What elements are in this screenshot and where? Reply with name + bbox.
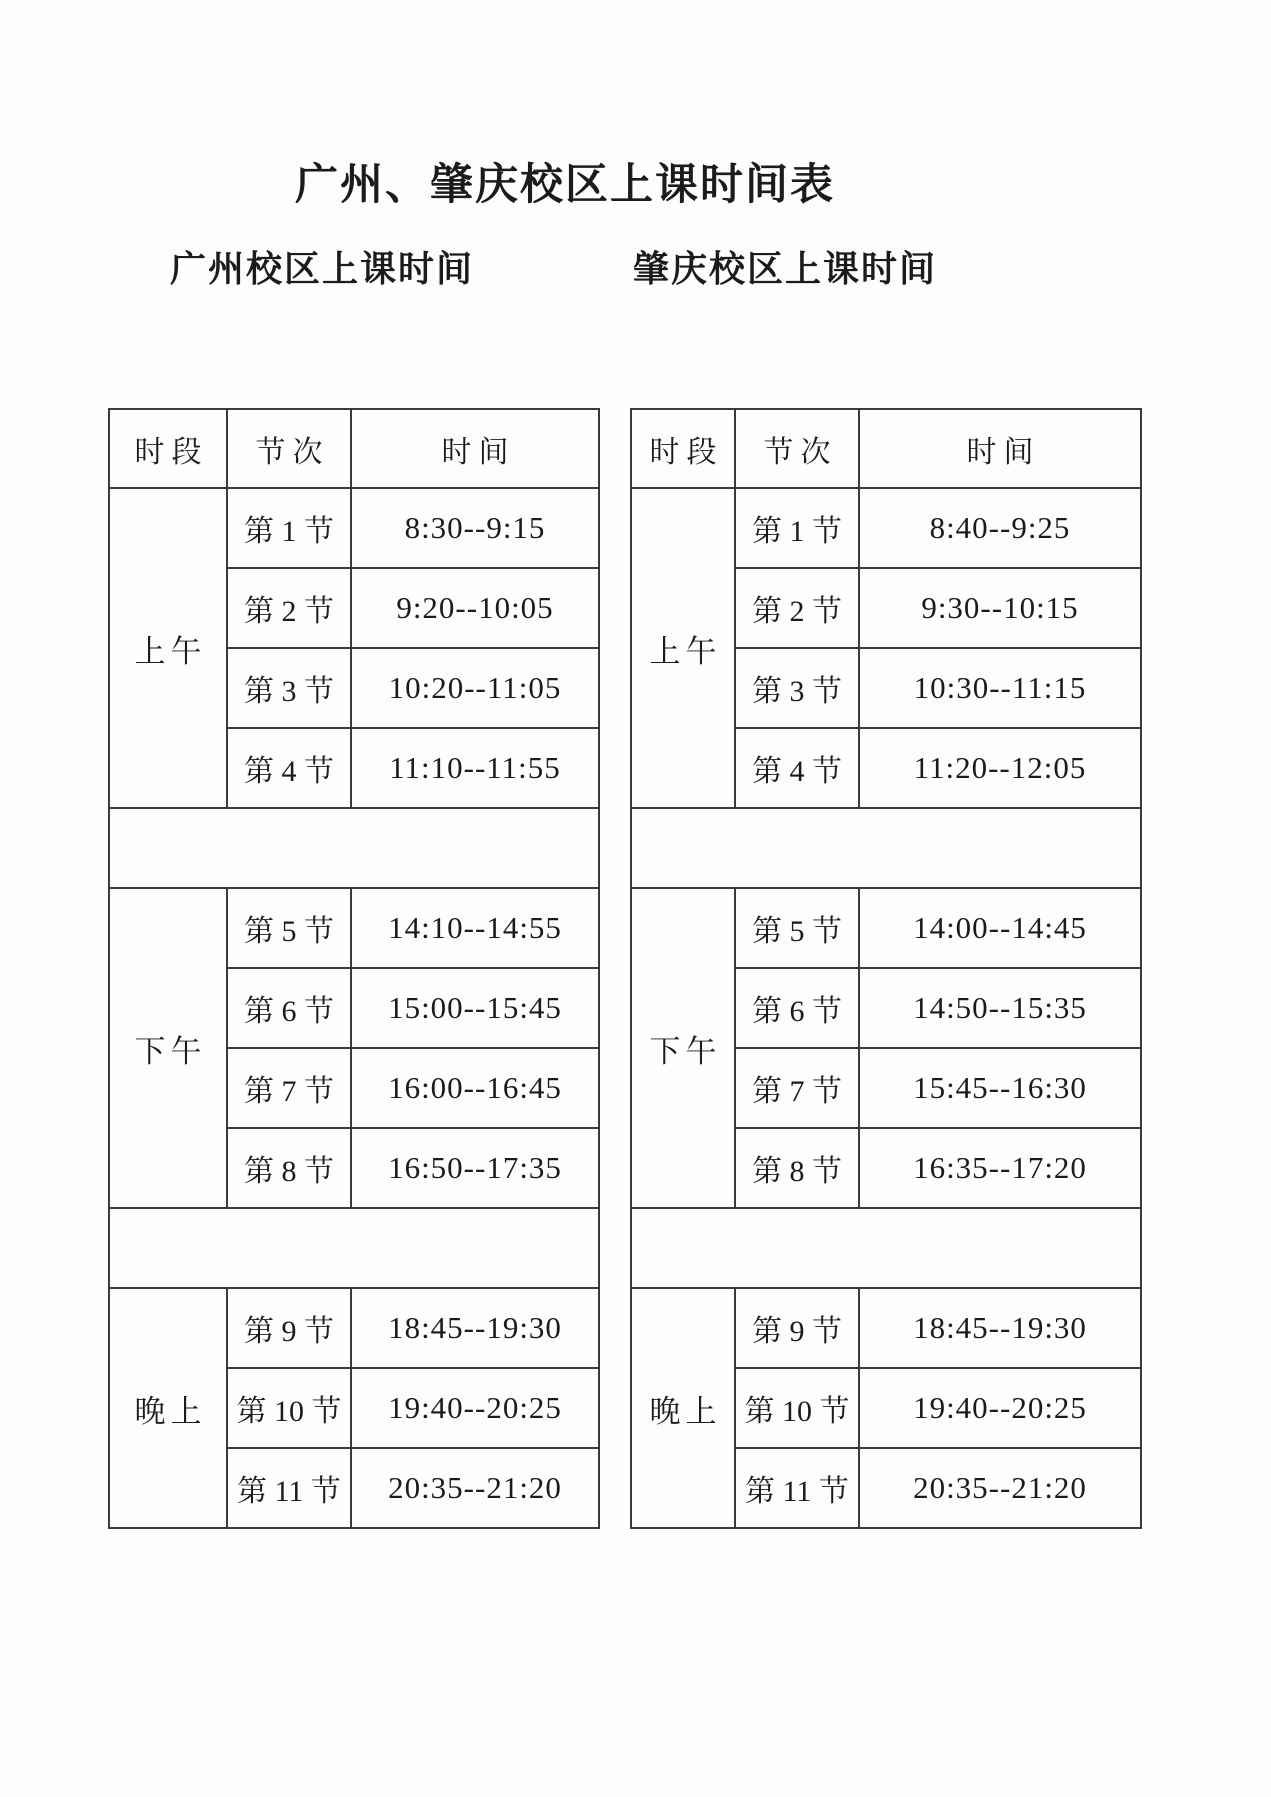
period-afternoon-cell: 下午 — [631, 888, 735, 1208]
session-cell: 第 6 节 — [227, 968, 351, 1048]
time-cell: 15:45--16:30 — [859, 1048, 1141, 1128]
time-cell: 9:20--10:05 — [351, 568, 599, 648]
zhaoqing-schedule-table — [630, 408, 1142, 1529]
header-period: 时段 — [631, 409, 735, 488]
header-time: 时间 — [351, 409, 599, 488]
lunch-break-cell — [109, 808, 599, 888]
period-evening-cell: 晚上 — [631, 1288, 735, 1528]
time-cell: 8:40--9:25 — [859, 488, 1141, 568]
header-time: 时间 — [859, 409, 1141, 488]
time-cell: 18:45--19:30 — [351, 1288, 599, 1368]
session-cell: 第 3 节 — [735, 648, 859, 728]
lunch-break-cell — [631, 808, 1141, 888]
time-cell: 20:35--21:20 — [859, 1448, 1141, 1528]
page-title: 广州、肇庆校区上课时间表 — [295, 162, 835, 209]
time-cell: 16:50--17:35 — [351, 1128, 599, 1208]
session-cell: 第 3 节 — [227, 648, 351, 728]
session-cell: 第 11 节 — [735, 1448, 859, 1528]
header-period: 时段 — [109, 409, 227, 488]
session-cell: 第 8 节 — [227, 1128, 351, 1208]
session-cell: 第 5 节 — [227, 888, 351, 968]
dinner-break-cell — [631, 1208, 1141, 1288]
table-header-row — [631, 409, 1141, 488]
session-cell: 第 2 节 — [735, 568, 859, 648]
guangzhou-schedule-table — [108, 408, 600, 1529]
session-cell: 第 10 节 — [735, 1368, 859, 1448]
subtitle-zhaoqing: 肇庆校区上课时间 — [632, 249, 937, 289]
header-session: 节次 — [735, 409, 859, 488]
table-row — [631, 1288, 1141, 1368]
time-cell: 19:40--20:25 — [859, 1368, 1141, 1448]
table-row — [631, 488, 1141, 568]
time-cell: 14:10--14:55 — [351, 888, 599, 968]
session-cell: 第 7 节 — [227, 1048, 351, 1128]
break-row — [109, 808, 599, 888]
header-session: 节次 — [227, 409, 351, 488]
subtitle-guangzhou: 广州校区上课时间 — [169, 249, 474, 289]
period-morning-cell: 上午 — [631, 488, 735, 808]
session-cell: 第 10 节 — [227, 1368, 351, 1448]
session-cell: 第 6 节 — [735, 968, 859, 1048]
time-cell: 16:00--16:45 — [351, 1048, 599, 1128]
period-morning-cell: 上午 — [109, 488, 227, 808]
break-row — [109, 1208, 599, 1288]
session-cell: 第 9 节 — [735, 1288, 859, 1368]
time-cell: 10:30--11:15 — [859, 648, 1141, 728]
time-cell: 18:45--19:30 — [859, 1288, 1141, 1368]
time-cell: 16:35--17:20 — [859, 1128, 1141, 1208]
session-cell: 第 4 节 — [735, 728, 859, 808]
time-cell: 15:00--15:45 — [351, 968, 599, 1048]
session-cell: 第 1 节 — [735, 488, 859, 568]
break-row — [631, 808, 1141, 888]
session-cell: 第 1 节 — [227, 488, 351, 568]
break-row — [631, 1208, 1141, 1288]
period-evening-cell: 晚上 — [109, 1288, 227, 1528]
time-cell: 8:30--9:15 — [351, 488, 599, 568]
session-cell: 第 5 节 — [735, 888, 859, 968]
session-cell: 第 11 节 — [227, 1448, 351, 1528]
time-cell: 14:50--15:35 — [859, 968, 1141, 1048]
time-cell: 11:20--12:05 — [859, 728, 1141, 808]
time-cell: 20:35--21:20 — [351, 1448, 599, 1528]
time-cell: 14:00--14:45 — [859, 888, 1141, 968]
session-cell: 第 9 节 — [227, 1288, 351, 1368]
session-cell: 第 4 节 — [227, 728, 351, 808]
session-cell: 第 7 节 — [735, 1048, 859, 1128]
table-header-row — [109, 409, 599, 488]
period-afternoon-cell: 下午 — [109, 888, 227, 1208]
dinner-break-cell — [109, 1208, 599, 1288]
table-row — [109, 488, 599, 568]
time-cell: 19:40--20:25 — [351, 1368, 599, 1448]
table-row — [631, 888, 1141, 968]
session-cell: 第 2 节 — [227, 568, 351, 648]
table-row — [109, 1288, 599, 1368]
time-cell: 11:10--11:55 — [351, 728, 599, 808]
session-cell: 第 8 节 — [735, 1128, 859, 1208]
time-cell: 9:30--10:15 — [859, 568, 1141, 648]
time-cell: 10:20--11:05 — [351, 648, 599, 728]
table-row — [109, 888, 599, 968]
